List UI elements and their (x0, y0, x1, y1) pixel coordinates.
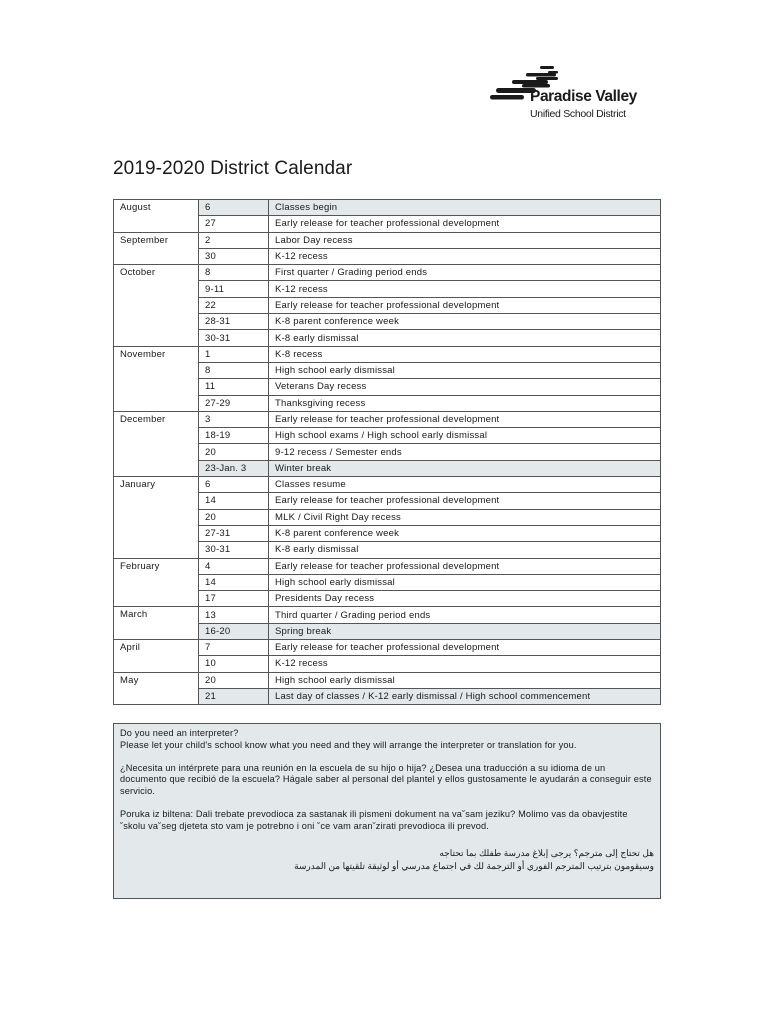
day-cell: 14 (199, 493, 269, 509)
day-cell: 13 (199, 607, 269, 623)
day-cell: 4 (199, 558, 269, 574)
day-cell: 23-Jan. 3 (199, 460, 269, 476)
day-cell: 17 (199, 591, 269, 607)
day-cell: 8 (199, 362, 269, 378)
day-cell: 9-11 (199, 281, 269, 297)
day-cell: 3 (199, 411, 269, 427)
month-cell: April (114, 640, 199, 673)
calendar-table (113, 199, 661, 705)
event-cell: High school early dismissal (269, 574, 661, 590)
interpreter-arabic (120, 847, 654, 873)
event-cell: High school exams / High school early dismissal (269, 428, 661, 444)
event-cell: Early release for teacher professional development (269, 493, 661, 509)
day-cell: 2 (199, 232, 269, 248)
interpreter-notice (113, 723, 661, 899)
calendar-row (114, 477, 661, 493)
event-cell: Winter break (269, 460, 661, 476)
event-cell: High school early dismissal (269, 362, 661, 378)
day-cell: 6 (199, 200, 269, 216)
calendar-row (114, 640, 661, 656)
logo-name: Paradise Valley (530, 88, 637, 105)
event-cell: Last day of classes / K-12 early dismissal / High school commencement (269, 688, 661, 704)
month-cell: February (114, 558, 199, 607)
event-cell: High school early dismissal (269, 672, 661, 688)
calendar-row (114, 200, 661, 216)
event-cell: K-8 parent conference week (269, 525, 661, 541)
day-cell: 20 (199, 444, 269, 460)
event-cell: 9-12 recess / Semester ends (269, 444, 661, 460)
day-cell: 14 (199, 574, 269, 590)
day-cell: 27-29 (199, 395, 269, 411)
day-cell: 8 (199, 265, 269, 281)
event-cell: K-8 parent conference week (269, 314, 661, 330)
event-cell: Third quarter / Grading period ends (269, 607, 661, 623)
day-cell: 21 (199, 688, 269, 704)
month-cell: March (114, 607, 199, 640)
event-cell: Early release for teacher professional development (269, 216, 661, 232)
calendar-row (114, 346, 661, 362)
event-cell: Early release for teacher professional development (269, 411, 661, 427)
month-cell: January (114, 477, 199, 558)
day-cell: 20 (199, 509, 269, 525)
month-cell: December (114, 411, 199, 476)
day-cell: 18-19 (199, 428, 269, 444)
page-title: 2019-2020 District Calendar (113, 158, 353, 179)
month-cell: September (114, 232, 199, 265)
day-cell: 22 (199, 297, 269, 313)
day-cell: 6 (199, 477, 269, 493)
day-cell: 16-20 (199, 623, 269, 639)
day-cell: 27 (199, 216, 269, 232)
event-cell: Classes resume (269, 477, 661, 493)
calendar-row (114, 232, 661, 248)
interpreter-question: Do you need an interpreter? (120, 728, 239, 738)
logo-subtitle: Unified School District (530, 108, 626, 120)
calendar-row (114, 607, 661, 623)
event-cell: Thanksgiving recess (269, 395, 661, 411)
event-cell: K-12 recess (269, 656, 661, 672)
interpreter-bosnian: Poruka iz biltena: Dali trebate prevodioca za sastanak ili pismeni dokument na va˘sam jeziku? Molimo vas da obavjestite ˘skolu va˘seg djeteta sto vam je potrebno i oni ˘ce vam aran˘zirati prevodioca ili prevod. (120, 808, 628, 831)
event-cell: Classes begin (269, 200, 661, 216)
month-cell: August (114, 200, 199, 233)
interpreter-english (120, 728, 654, 752)
event-cell: First quarter / Grading period ends (269, 265, 661, 281)
calendar-row (114, 265, 661, 281)
event-cell: Early release for teacher professional development (269, 640, 661, 656)
interpreter-instructions: Please let your child's school know what you need and they will arrange the interpreter or translation for you. (120, 739, 577, 750)
event-cell: K-12 recess (269, 248, 661, 264)
event-cell: K-12 recess (269, 281, 661, 297)
day-cell: 1 (199, 346, 269, 362)
event-cell: Labor Day recess (269, 232, 661, 248)
event-cell: Early release for teacher professional development (269, 558, 661, 574)
calendar-row (114, 558, 661, 574)
interpreter-arabic-line-1: هل تحتاج إلى مترجم؟ يرجى إبلاغ مدرسة طفلك بما تحتاجه (439, 847, 654, 858)
day-cell: 30 (199, 248, 269, 264)
event-cell: Early release for teacher professional development (269, 297, 661, 313)
event-cell: Presidents Day recess (269, 591, 661, 607)
day-cell: 30-31 (199, 330, 269, 346)
month-cell: October (114, 265, 199, 346)
day-cell: 28-31 (199, 314, 269, 330)
day-cell: 11 (199, 379, 269, 395)
event-cell: K-8 recess (269, 346, 661, 362)
interpreter-spanish: ¿Necesita un intérprete para una reunión en la escuela de su hijo o hija? ¿Desea una traducción a su idioma de un documento que recibió de la escuela? Hágale saber al personal del plantel y ellos gustosamente le ayudarán a conseguir este servicio. (120, 762, 652, 797)
month-cell: May (114, 672, 199, 705)
event-cell: Spring break (269, 623, 661, 639)
event-cell: K-8 early dismissal (269, 542, 661, 558)
calendar-row (114, 672, 661, 688)
day-cell: 30-31 (199, 542, 269, 558)
day-cell: 10 (199, 656, 269, 672)
month-cell: November (114, 346, 199, 411)
event-cell: Veterans Day recess (269, 379, 661, 395)
day-cell: 20 (199, 672, 269, 688)
event-cell: MLK / Civil Right Day recess (269, 509, 661, 525)
interpreter-arabic-line-2: وسيقومون بترتيب المترجم الفوري أو الترجمة لك في اجتماع مدرسي أو لوثيقة تلقيتها من المدرسة (294, 860, 654, 871)
day-cell: 27-31 (199, 525, 269, 541)
calendar-row (114, 411, 661, 427)
event-cell: K-8 early dismissal (269, 330, 661, 346)
day-cell: 7 (199, 640, 269, 656)
